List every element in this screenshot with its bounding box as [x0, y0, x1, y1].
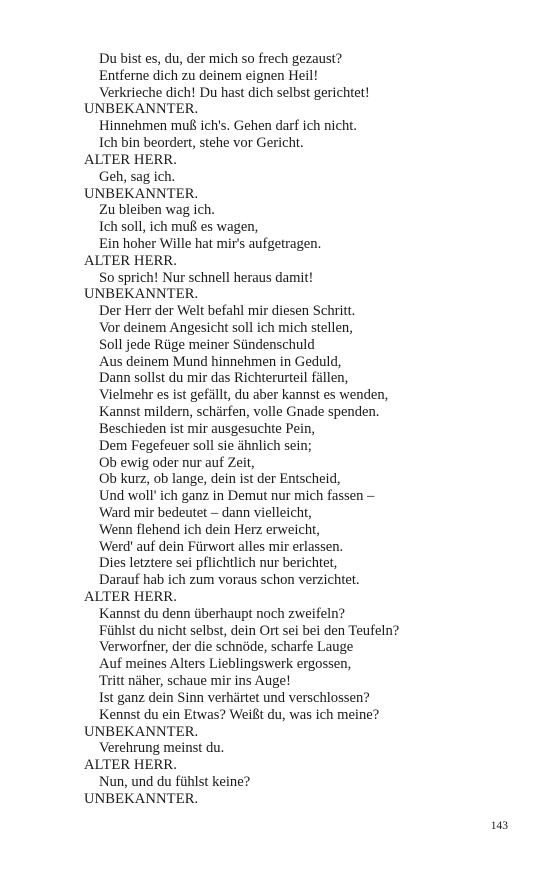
speaker-name: ALTER HERR.	[84, 151, 177, 168]
verse-line: Tritt näher, schaue mir ins Auge!	[99, 673, 291, 690]
verse-line: Nun, und du fühlst keine?	[99, 773, 251, 790]
page-number: 143	[490, 820, 508, 832]
verse-line: Dem Fegefeuer soll sie ähnlich sein;	[99, 437, 312, 454]
verse-line: Ein hoher Wille hat mir's aufgetragen.	[99, 235, 322, 252]
verse-line: Verehrung meinst du.	[99, 740, 225, 757]
verse-line: Ist ganz dein Sinn verhärtet und verschlossen?	[99, 689, 370, 706]
speaker-name: UNBEKANNTER.	[84, 101, 199, 118]
verse-line: Und woll' ich ganz in Demut nur mich fassen –	[99, 488, 375, 505]
verse-line: Hinnehmen muß ich's. Gehen darf ich nicht.	[99, 118, 357, 135]
speaker-name: ALTER HERR.	[84, 589, 177, 605]
verse-line: Ward mir bedeutet – dann vielleicht,	[99, 504, 312, 521]
verse-line: Ich soll, ich muß es wagen,	[99, 219, 259, 236]
speaker-name: UNBEKANNTER.	[84, 723, 199, 740]
verse-line: Ob kurz, ob lange, dein ist der Entscheid,	[99, 471, 341, 488]
verse-line: Kennst du ein Etwas? Weißt du, was ich meine?	[99, 706, 380, 723]
verse-line: Verworfner, der die schnöde, scharfe Lauge	[99, 639, 354, 656]
verse-line: Fühlst du nicht selbst, dein Ort sei bei den Teufeln?	[99, 622, 400, 639]
speaker-name: ALTER HERR.	[84, 757, 177, 774]
speaker-name: ALTER HERR.	[84, 252, 177, 269]
verse-line: Darauf hab ich zum voraus schon verzichtet.	[99, 572, 360, 589]
verse-line: So sprich! Nur schnell heraus damit!	[99, 269, 314, 286]
speaker-name: UNBEKANNTER.	[84, 790, 199, 807]
verse-line: Du bist es, du, der mich so frech gezaust?	[99, 51, 343, 67]
verse-line: Dies letztere sei pflichtlich nur berichtet,	[99, 555, 338, 572]
verse-line: Entferne dich zu deinem eignen Heil!	[99, 67, 319, 84]
verse-line: Werd' auf dein Fürwort alles mir erlassen.	[99, 538, 344, 555]
verse-line: Aus deinem Mund hinnehmen in Geduld,	[99, 353, 342, 370]
verse-line: Beschieden ist mir ausgesuchte Pein,	[99, 420, 316, 437]
verse-line: Auf meines Alters Lieblingswerk ergossen,	[99, 656, 352, 673]
speaker-name: UNBEKANNTER.	[84, 185, 199, 202]
verse-line: Vor deinem Angesicht soll ich mich stellen,	[99, 320, 353, 336]
speaker-name: UNBEKANNTER.	[84, 286, 199, 303]
verse-line: Vielmehr es ist gefällt, du aber kannst es wenden,	[99, 387, 389, 404]
verse-line: Der Herr der Welt befahl mir diesen Schritt.	[99, 303, 356, 320]
verse-line: Dann sollst du mir das Richterurteil fällen,	[99, 370, 349, 387]
verse-line: Soll jede Rüge meiner Sündenschuld	[99, 336, 315, 353]
verse-line: Ich bin beordert, stehe vor Gericht.	[99, 135, 304, 152]
dialogue-text	[84, 51, 524, 808]
verse-line: Ob ewig oder nur auf Zeit,	[99, 454, 255, 471]
verse-line: Kannst mildern, schärfen, volle Gnade spenden.	[99, 404, 380, 421]
verse-line: Verkrieche dich! Du hast dich selbst gerichtet!	[99, 84, 370, 101]
verse-line: Zu bleiben wag ich.	[99, 202, 215, 219]
verse-line: Wenn flehend ich dein Herz erweicht,	[99, 521, 320, 538]
verse-line: Geh, sag ich.	[99, 168, 176, 185]
verse-line: Kannst du denn überhaupt noch zweifeln?	[99, 605, 345, 622]
